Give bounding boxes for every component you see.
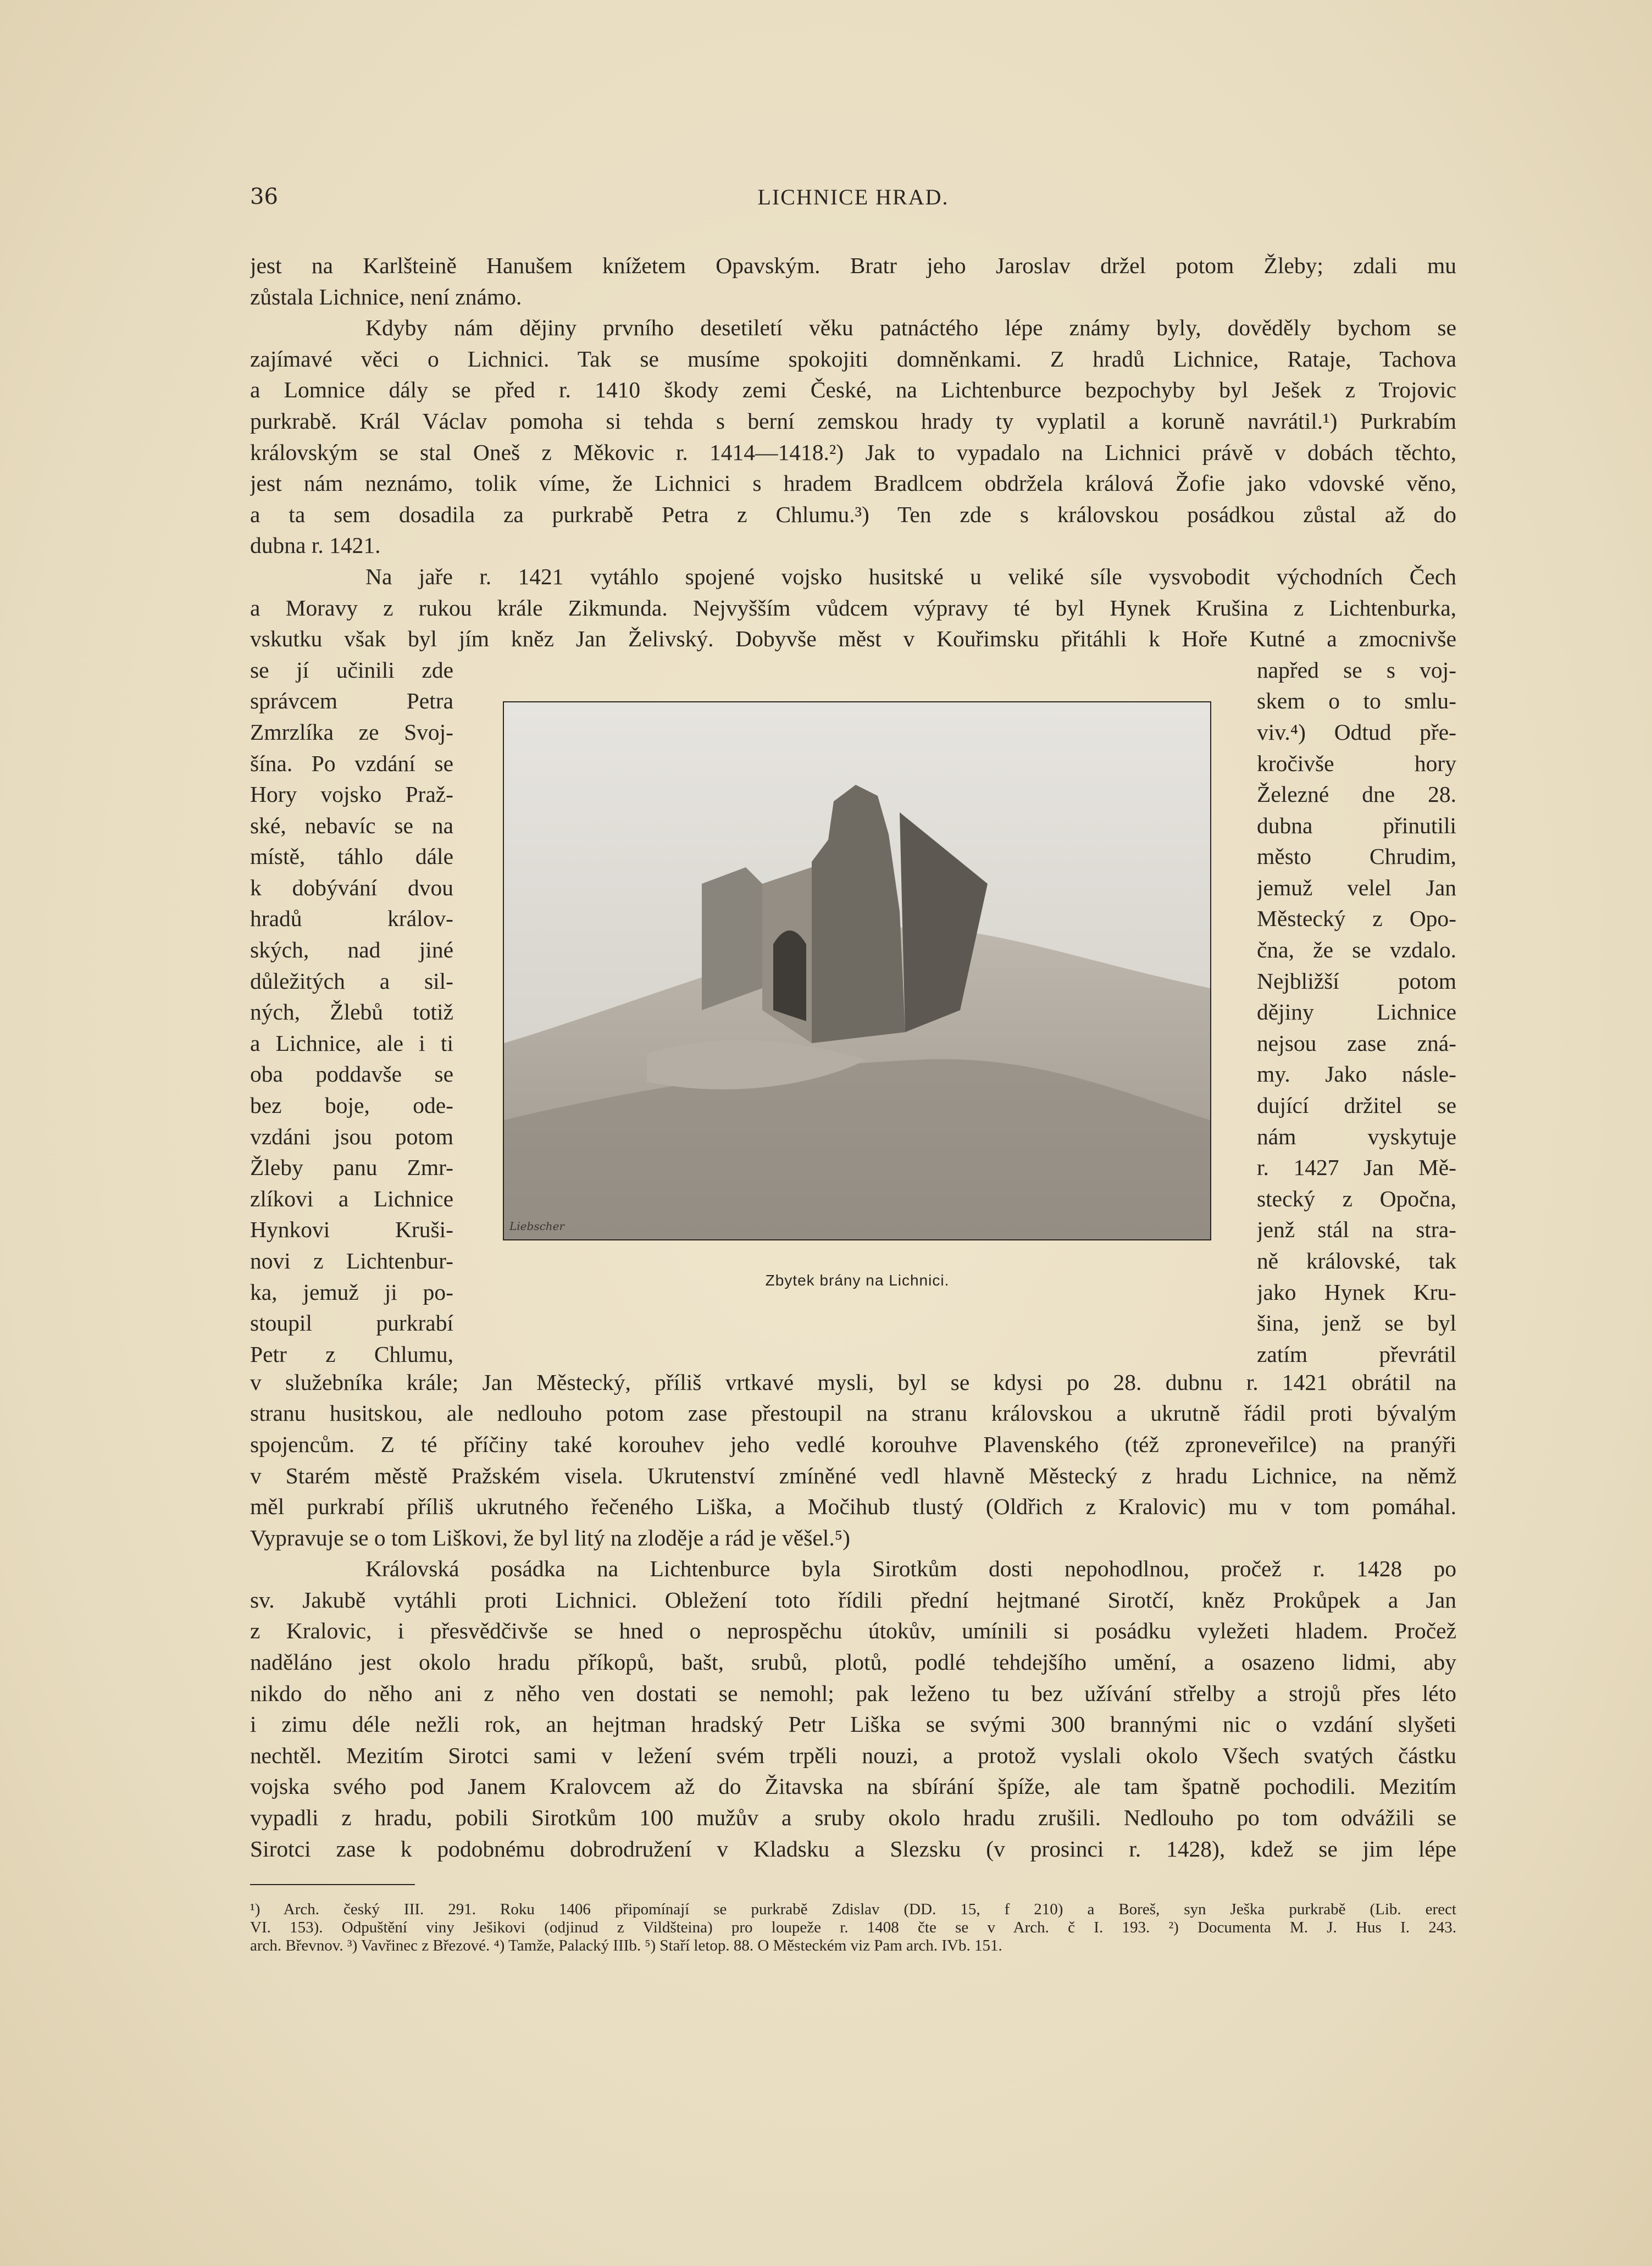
castle-ruin-illustration <box>503 701 1211 1240</box>
text-line: nechtěl. Mezitím Sirotci sami v ležení svém trpěli nouzi, a protož vyslali okolo Všech svatých částku <box>250 1742 1456 1768</box>
text-line: Vypravuje se o tom Liškovi, že byl litý na zloděje a rád je věšel.⁵) <box>250 1525 850 1550</box>
column-text-line: nejsou zase zná- <box>1257 1030 1456 1056</box>
text-line: vskutku však byl jím kněz Jan Želivský. Dobyvše měst v Kouřimsku přitáhli k Hoře Kutné a zmocnivše <box>250 626 1456 652</box>
column-text-line: a Lichnice, ale i ti <box>250 1030 453 1056</box>
text-line: spojencům. Z té příčiny také korouhev jeho vedlé korouhve Plavenského (též zproneveřilce) na pranýři <box>250 1431 1456 1457</box>
column-text-line: šina, jenž se byl <box>1257 1310 1456 1336</box>
castle-ruin-drawing <box>504 702 1210 1239</box>
column-text-line: napřed se s voj- <box>1257 657 1456 683</box>
text-line: dubna r. 1421. <box>250 533 381 558</box>
footnote-line: ¹) Arch. český III. 291. Roku 1406 připomínají se purkrabě Zdislav (DD. 15, f 210) a Boreš, syn Ješka purkrabě (Lib. erect <box>250 1901 1456 1918</box>
column-text-line: oba poddavše se <box>250 1061 453 1087</box>
column-text-line: r. 1427 Jan Mě- <box>1257 1155 1456 1181</box>
page-number: 36 <box>250 184 278 209</box>
text-line: a Lomnice dály se před r. 1410 škody zemi České, na Lichtenburce bezpochyby byl Ješek z Trojovic <box>250 377 1456 403</box>
paragraph-4 <box>250 1367 1456 1554</box>
column-text-line: dějiny Lichnice <box>1257 999 1456 1025</box>
paragraph-3 <box>250 561 1456 655</box>
column-text-line: vzdáni jsou potom <box>250 1123 453 1149</box>
column-text-line: my. Jako násle- <box>1257 1061 1456 1087</box>
column-text-line: ka, jemuž ji po- <box>250 1279 453 1305</box>
left-text-column <box>250 655 453 1370</box>
text-line: zajímavé věci o Lichnici. Tak se musíme spokojiti domněnkami. Z hradů Lichnice, Rataje, Tachova <box>250 346 1456 372</box>
column-text-line: ských, nad jiné <box>250 937 453 963</box>
text-line: v Starém městě Pražském visela. Ukrutenství zmíněné vedl hlavně Městecký z hradu Lichnice, na němž <box>250 1462 1456 1488</box>
text-line: jest nám neznámo, tolik víme, že Lichnici s hradem Bradlcem obdržela králová Žofie jako vdovské věno, <box>250 470 1456 496</box>
column-text-line: skem o to smlu- <box>1257 688 1456 714</box>
text-line: v služebníka krále; Jan Městecký, příliš vrtkavé mysli, byl se kdysi po 28. dubnu r. 1421 obrátil na <box>250 1369 1456 1395</box>
running-title: LICHNICE HRAD. <box>757 185 949 209</box>
column-text-line: novi z Lichtenbur- <box>250 1248 453 1273</box>
text-line: měl purkrabí příliš ukrutného řečeného Liška, a Močihub tlustý (Oldřich z Kralovic) mu v tom pomáhal. <box>250 1494 1456 1520</box>
column-text-line: správcem Petra <box>250 688 453 714</box>
column-text-line: bez boje, ode- <box>250 1093 453 1118</box>
column-text-line: Železné dne 28. <box>1257 782 1456 807</box>
column-text-line: ně královské, tak <box>1257 1248 1456 1273</box>
column-text-line: Petr z Chlumu, <box>250 1341 453 1367</box>
column-text-line: stecký z Opočna, <box>1257 1185 1456 1211</box>
text-line: a ta sem dosadila za purkrabě Petra z Chlumu.³) Ten zde s královskou posádkou zůstal až do <box>250 501 1456 527</box>
paragraph-1 <box>250 250 1456 312</box>
body-text <box>250 250 1456 1864</box>
column-text-line: jako Hynek Kru- <box>1257 1279 1456 1305</box>
column-text-line: Hynkovi Kruši- <box>250 1217 453 1243</box>
column-text-line: dující držitel se <box>1257 1093 1456 1118</box>
figure-wrap-region <box>250 655 1456 1367</box>
footnote-line: VI. 153). Odpuštění viny Ješikovi (odjinud z Vildšteina) pro loupeže r. 1408 čte se v Arch. č I. 193. ²) Documenta M. J. Hus I. 243. <box>250 1919 1456 1936</box>
column-text-line: zatím převrátil <box>1257 1341 1456 1367</box>
column-text-line: čna, že se vzdalo. <box>1257 937 1456 963</box>
text-line: purkrabě. Král Václav pomoha si tehda s berní zemskou hrady ty vyplatil a koruně navrátil.¹) Purkrabím <box>250 408 1456 434</box>
page-header <box>250 184 1456 223</box>
text-line: zůstala Lichnice, není známo. <box>250 284 522 309</box>
column-text-line: viv.⁴) Odtud pře- <box>1257 719 1456 745</box>
text-line: Královská posádka na Lichtenburce byla Sirotkům dosti nepohodlnou, pročež r. 1428 po <box>365 1556 1456 1582</box>
column-text-line: stoupil purkrabí <box>250 1310 453 1336</box>
column-text-line: zlíkovi a Lichnice <box>250 1185 453 1211</box>
text-line: stranu husitskou, ale nedlouho potom zase přestoupil na stranu královskou a ukrutně řádil proti bývalým <box>250 1400 1456 1426</box>
column-text-line: nám vyskytuje <box>1257 1123 1456 1149</box>
text-line: z Kralovic, i přesvědčivše se hned o neprospěchu útokův, umínili si posádku vyležeti hladem. Pročež <box>250 1618 1456 1644</box>
column-text-line: jemuž velel Jan <box>1257 874 1456 900</box>
text-line: Sirotci zase k podobnému dobrodružení v Kladsku a Slezsku (v prosinci r. 1428), kdež se jim lépe <box>250 1836 1456 1861</box>
text-line: i zimu déle nežli rok, an hejtman hradský Petr Liška se svými 300 brannými nic o vzdání slyšeti <box>250 1711 1456 1737</box>
column-text-line: kročivše hory <box>1257 750 1456 776</box>
column-text-line: Městecký z Opo- <box>1257 906 1456 932</box>
text-line: Kdyby nám dějiny prvního desetiletí věku patnáctého lépe známy byly, dověděly bychom se <box>365 315 1456 341</box>
right-text-column <box>1257 655 1456 1370</box>
column-text-line: důležitých a sil- <box>250 968 453 994</box>
figure-caption: Zbytek brány na Lichnici. <box>765 1271 950 1289</box>
column-text-line: město Chrudim, <box>1257 844 1456 869</box>
column-text-line: ných, Žlebů totiž <box>250 999 453 1025</box>
gate-arch <box>773 930 806 1021</box>
column-text-line: Zmrzlíka ze Svoj- <box>250 719 453 745</box>
text-line: nikdo do něho ani z něho ven dostati se nemohl; pak leženo tu bez užívání střelby a strojů přes léto <box>250 1680 1456 1706</box>
text-line: sv. Jakubě vytáhli proti Lichnici. Obležení toto řídili přední hejtmané Sirotčí, kněz Prokůpek a Jan <box>250 1587 1456 1613</box>
footnotes <box>250 1901 1456 1955</box>
footnote-line: arch. Břevnov. ³) Vavřinec z Březové. ⁴) Tamže, Palacký IIIb. ⁵) Staří letop. 88. O Městeckém viz Pam arch. IVb. 151. <box>250 1937 1002 1954</box>
text-line: jest na Karlšteině Hanušem knížetem Opavským. Bratr jeho Jaroslav držel potom Žleby; zdali mu <box>250 253 1456 278</box>
ruin-left-wall <box>702 867 762 1010</box>
column-text-line: k dobývání dvou <box>250 874 453 900</box>
column-text-line: jenž stál na stra- <box>1257 1217 1456 1243</box>
paragraph-5 <box>250 1553 1456 1864</box>
column-text-line: ské, nebavíc se na <box>250 812 453 838</box>
footnote-rule <box>250 1884 415 1885</box>
column-text-line: místě, táhlo dále <box>250 844 453 869</box>
column-text-line: dubna přinutili <box>1257 812 1456 838</box>
column-text-line: Hory vojsko Praž- <box>250 782 453 807</box>
column-text-line: se jí učinili zde <box>250 657 453 683</box>
text-line: naděláno jest okolo hradu příkopů, bašt, srubů, plotů, podlé tehdejšího umění, a osazeno lidmi, aby <box>250 1649 1456 1675</box>
paragraph-2 <box>250 312 1456 561</box>
text-line: vypadli z hradu, pobili Sirotkům 100 mužův a sruby okolo hradu zrušili. Nedlouho po tom odvážili se <box>250 1805 1456 1831</box>
column-text-line: Žleby panu Zmr- <box>250 1155 453 1181</box>
figure <box>503 701 1212 1297</box>
column-text-line: hradů králov- <box>250 906 453 932</box>
column-text-line: šína. Po vzdání se <box>250 750 453 776</box>
text-line: a Moravy z rukou krále Zikmunda. Nejvyšším vůdcem výpravy té byl Hynek Krušina z Lichtenburka, <box>250 595 1456 620</box>
text-line: královským se stal Oneš z Měkovic r. 1414—1418.²) Jak to vypadalo na Lichnici právě v dobách těchto, <box>250 439 1456 465</box>
text-line: Na jaře r. 1421 vytáhlo spojené vojsko husitské u veliké síle vysvobodit východních Čech <box>365 563 1456 589</box>
text-line: vojska svého pod Janem Kralovcem až do Žitavska na sbírání špíže, ale tam špatně pochodili. Mezitím <box>250 1774 1456 1799</box>
artist-signature: Liebscher <box>509 1219 565 1233</box>
column-text-line: Nejbližší potom <box>1257 968 1456 994</box>
